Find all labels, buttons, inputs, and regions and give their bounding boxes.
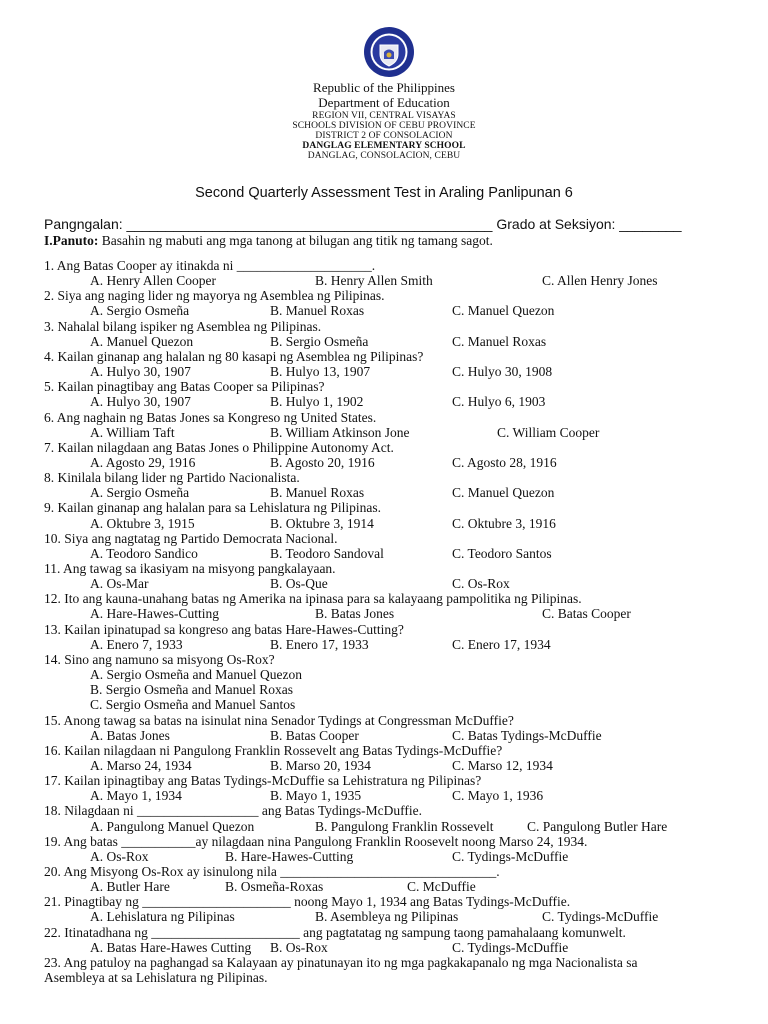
answer-choice[interactable]: B. Sergio Osmeña and Manuel Roxas (90, 682, 293, 698)
answer-choice[interactable]: A. Batas Hare-Hawes Cutting (90, 939, 252, 955)
answer-choice[interactable]: A. Oktubre 3, 1915 (90, 515, 195, 531)
answer-choice[interactable]: C. Manuel Roxas (452, 333, 547, 349)
instruction-text: Basahin ng mabuti ang mga tanong at bilugan ang titik ng tamang sagot. (98, 233, 493, 248)
instruction (44, 233, 493, 249)
header-region: REGION VII, CENTRAL VISAYAS (312, 111, 456, 121)
answer-choice[interactable]: A. Os-Rox (90, 848, 149, 864)
answer-choice[interactable]: B. Teodoro Sandoval (270, 545, 384, 561)
answer-choice[interactable]: B. Henry Allen Smith (315, 273, 433, 289)
question-text: 23. Ang patuloy na paghangad sa Kalayaan ay pinatunayan ito ng mga pagkakapanalo ng mga Nacionalista sa (44, 954, 638, 970)
answer-choice[interactable]: A. Hulyo 30, 1907 (90, 394, 191, 410)
answer-choice[interactable]: C. Hulyo 6, 1903 (452, 394, 546, 410)
question-text: 13. Kailan ipinatupad sa kongreso ang batas Hare-Hawes-Cutting? (44, 621, 404, 637)
answer-choice[interactable]: C. Mayo 1, 1936 (452, 788, 544, 804)
question-text: 2. Siya ang naging lider ng mayorya ng Asemblea ng Pilipinas. (44, 288, 385, 304)
answer-choice[interactable]: C. Tydings-McDuffie (452, 848, 569, 864)
answer-choice[interactable]: A. Sergio Osmeña (90, 303, 190, 319)
answer-choice[interactable]: A. Marso 24, 1934 (90, 757, 192, 773)
answer-choice[interactable]: B. Hulyo 1, 1902 (270, 394, 364, 410)
question-text: 7. Kailan nilagdaan ang Batas Jones o Philippine Autonomy Act. (44, 439, 394, 455)
answer-choice[interactable]: A. Os-Mar (90, 576, 149, 592)
answer-choice[interactable]: A. Hare-Hawes-Cutting (90, 606, 219, 622)
answer-choice[interactable]: A. Sergio Osmeña and Manuel Quezon (90, 667, 302, 682)
answer-choice[interactable]: B. Os-Rox (270, 939, 328, 955)
header-school: DANGLAG ELEMENTARY SCHOOL (302, 141, 466, 151)
question-text: 11. Ang tawag sa ikasiyam na misyong pangkalayaan. (44, 561, 336, 576)
answer-choice[interactable]: A. Teodoro Sandico (90, 545, 198, 561)
answer-choice[interactable]: A. Manuel Quezon (90, 333, 194, 349)
question-text: 5. Kailan pinagtibay ang Batas Cooper sa Pilipinas? (44, 379, 325, 395)
answer-choice[interactable]: B. William Atkinson Jone (270, 424, 410, 440)
answer-choice[interactable]: C. Oktubre 3, 1916 (452, 515, 556, 531)
answer-choice[interactable]: C. Allen Henry Jones (542, 273, 658, 289)
answer-choice[interactable]: A. Enero 7, 1933 (90, 636, 183, 652)
question-text: 1. Ang Batas Cooper ay itinakda ni ____________________. (44, 258, 376, 273)
question-text: 18. Nilagdaan ni __________________ ang Batas Tydings-McDuffie. (44, 803, 423, 819)
answer-choice[interactable]: B. Oktubre 3, 1914 (270, 515, 374, 531)
header-department: Department of Education (318, 95, 450, 110)
instruction-label: I.Panuto: (44, 233, 99, 248)
answer-choice[interactable]: B. Sergio Osmeña (270, 333, 369, 349)
question-text-continued: Asembleya at sa Lehislatura ng Pilipinas. (44, 970, 268, 985)
header-district: DISTRICT 2 OF CONSOLACION (315, 131, 453, 141)
question-text: 3. Nahalal bilang ispiker ng Asemblea ng Pilipinas. (44, 318, 322, 334)
test-title: Second Quarterly Assessment Test in Araling Panlipunan 6 (195, 185, 573, 201)
header-division: SCHOOLS DIVISION OF CEBU PROVINCE (292, 121, 476, 131)
answer-choice[interactable]: C. Os-Rox (452, 576, 510, 592)
question-text: 21. Pinagtibay ng ______________________ noong Mayo 1, 1934 ang Batas Tydings-McDuffie. (44, 894, 571, 910)
question-text: 20. Ang Misyong Os-Rox ay isinulong nila ________________________________. (44, 864, 500, 879)
answer-choice[interactable]: B. Hare-Hawes-Cutting (225, 848, 354, 864)
answer-choice[interactable]: C. Teodoro Santos (452, 545, 552, 561)
answer-choice[interactable]: B. Asembleya ng Pilipinas (315, 909, 459, 925)
answer-choice[interactable]: C. Pangulong Butler Hare (527, 818, 668, 834)
answer-choice[interactable]: B. Batas Cooper (270, 727, 359, 743)
answer-choice[interactable]: B. Mayo 1, 1935 (270, 788, 362, 804)
answer-choice[interactable]: C. Enero 17, 1934 (452, 636, 551, 652)
answer-choice[interactable]: C. Agosto 28, 1916 (452, 454, 557, 470)
answer-choice[interactable]: B. Osmeña-Roxas (225, 879, 324, 895)
answer-choice[interactable]: C. Manuel Quezon (452, 485, 555, 501)
answer-choice[interactable]: B. Hulyo 13, 1907 (270, 364, 371, 379)
answer-choice[interactable]: A. Sergio Osmeña (90, 485, 190, 501)
question-text: 15. Anong tawag sa batas na isinulat nina Senador Tydings at Congressman McDuffie? (44, 712, 514, 728)
answer-choice[interactable]: C. Marso 12, 1934 (452, 757, 553, 773)
answer-choice[interactable]: A. Henry Allen Cooper (90, 273, 216, 289)
question-text: 10. Siya ang nagtatag ng Partido Democrata Nacional. (44, 530, 338, 546)
answer-choice[interactable]: B. Batas Jones (315, 606, 395, 622)
name-grade-line: Pangngalan: _______________________________________________ Grado at Seksiyon: ________ (44, 216, 682, 232)
answer-choice[interactable]: C. Tydings-McDuffie (542, 909, 659, 925)
answer-choice[interactable]: A. Pangulong Manuel Quezon (90, 818, 255, 834)
question-text: 16. Kailan nilagdaan ni Pangulong Franklin Rossevelt ang Batas Tydings-McDuffie? (44, 742, 503, 758)
answer-choice[interactable]: A. Hulyo 30, 1907 (90, 364, 191, 379)
question-text: 8. Kinilala bilang lider ng Partido Nacionalista. (44, 470, 300, 486)
question-text: 4. Kailan ginanap ang halalan ng 80 kasapi ng Asemblea ng Pilipinas? (44, 348, 424, 364)
answer-choice[interactable]: B. Manuel Roxas (270, 303, 365, 319)
answer-choice[interactable]: C. Sergio Osmeña and Manuel Santos (90, 697, 296, 713)
answer-choice[interactable]: B. Os-Que (270, 576, 328, 592)
answer-choice[interactable]: A. Lehislatura ng Pilipinas (90, 909, 235, 925)
question-text: 6. Ang naghain ng Batas Jones sa Kongreso ng United States. (44, 409, 377, 425)
header-country: Republic of the Philippines (313, 80, 455, 95)
answer-choice[interactable]: C. William Cooper (497, 424, 600, 440)
answer-choice[interactable]: C. Hulyo 30, 1908 (452, 364, 553, 379)
answer-choice[interactable]: A. Batas Jones (90, 727, 170, 743)
question-text: 17. Kailan ipinagtibay ang Batas Tydings-McDuffie sa Lehistratura ng Pilipinas? (44, 773, 482, 789)
answer-choice[interactable]: B. Agosto 20, 1916 (270, 454, 375, 470)
answer-choice[interactable]: B. Pangulong Franklin Rossevelt (315, 818, 494, 834)
question-text: 19. Ang batas ___________ay nilagdaan nina Pangulong Franklin Roosevelt noong Marso 24, 1934. (44, 833, 588, 849)
question-text: 22. Itinatadhana ng ______________________ ang pagtatatag ng sampung taong pamahalaang komunwelt. (44, 924, 626, 940)
answer-choice[interactable]: B. Manuel Roxas (270, 485, 365, 501)
header-address: DANGLAG, CONSOLACION, CEBU (307, 151, 461, 161)
question-text: 12. Ito ang kauna-unahang batas ng Amerika na ipinasa para sa kalayaang pampolitika ng Pilipinas. (44, 591, 582, 607)
answer-choice[interactable]: A. William Taft (90, 424, 175, 440)
answer-choice[interactable]: B. Enero 17, 1933 (270, 636, 369, 652)
answer-choice[interactable]: B. Marso 20, 1934 (270, 757, 371, 773)
answer-choice[interactable]: A. Agosto 29, 1916 (90, 454, 196, 470)
answer-choice[interactable]: C. McDuffie (407, 879, 476, 895)
question-text: 9. Kailan ginanap ang halalan para sa Lehislatura ng Pilipinas. (44, 500, 382, 516)
question-text: 14. Sino ang namuno sa misyong Os-Rox? (44, 651, 275, 667)
answer-choice[interactable]: C. Manuel Quezon (452, 303, 555, 319)
answer-choice[interactable]: C. Batas Cooper (542, 606, 631, 622)
answer-choice[interactable]: C. Batas Tydings-McDuffie (452, 727, 602, 743)
deped-seal-logo (363, 26, 415, 78)
answer-choice[interactable]: A. Mayo 1, 1934 (90, 788, 182, 804)
answer-choice[interactable]: A. Butler Hare (90, 879, 170, 895)
answer-choice[interactable]: C. Tydings-McDuffie (452, 939, 569, 955)
